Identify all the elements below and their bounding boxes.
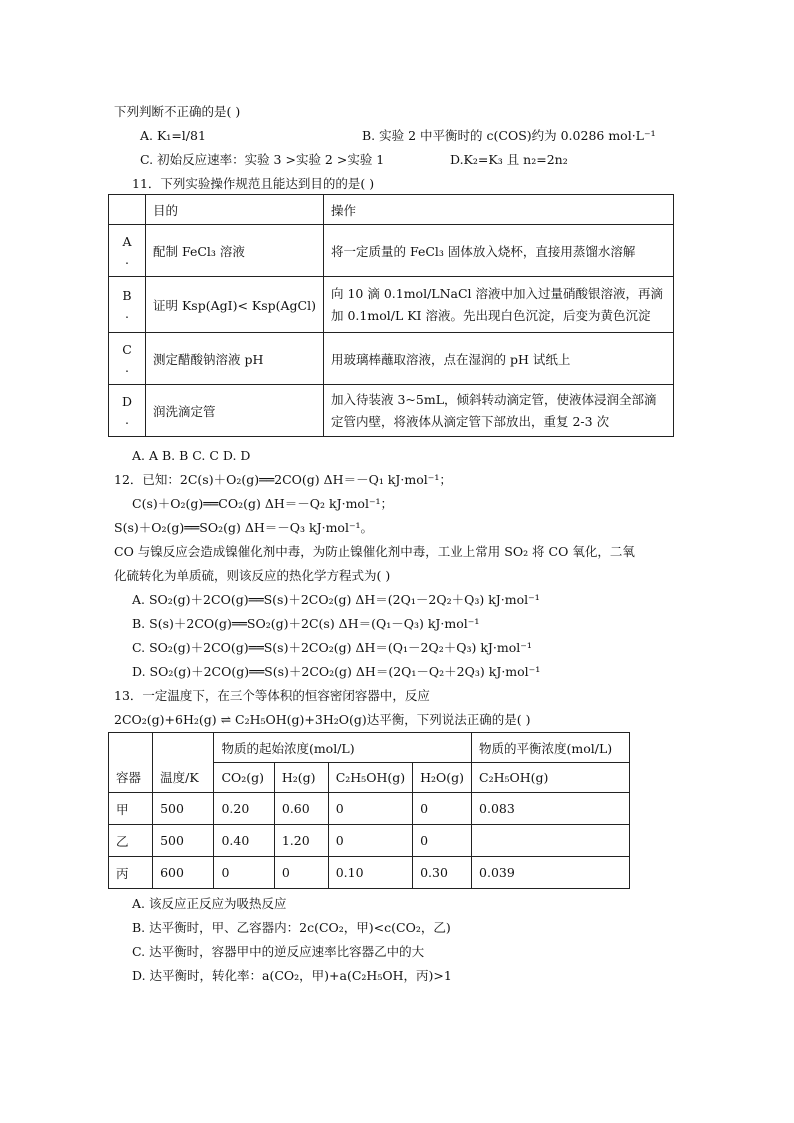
table-row (109, 277, 674, 333)
q10-option-c: C. 初始反应速率：实验 3 >实验 2 >实验 1 (140, 152, 385, 167)
q12-text-line-1: CO 与镍反应会造成镍催化剂中毒，为防止镍催化剂中毒，工业上常用 SO₂ 将 CO 氧化，二氧 (114, 544, 635, 559)
q11-row-operation (324, 385, 674, 437)
q11-options: A. A B. B C. C D. D (132, 448, 251, 463)
operation-line: 将一定质量的 FeCl₃ 固体放入烧杯，直接用蒸馏水溶解 (331, 243, 636, 259)
q11-table (108, 194, 674, 437)
operation-line: 定管内壁，将液体从滴定管下部放出，重复 2-3 次 (331, 413, 610, 429)
q10-option-a: A. K₁=l/81 (140, 128, 206, 143)
q13-header-container: 容器 (109, 733, 153, 793)
q12-equation-3: S(s)＋O₂(g)══SO₂(g) ΔH＝－Q₃ kJ·mol⁻¹。 (114, 520, 374, 535)
q13-cell-eq: 0.083 (472, 793, 630, 825)
table-row (109, 857, 630, 889)
q11-header-row (109, 195, 674, 225)
q13-header-temperature: 温度/K (153, 733, 214, 793)
q13-header-co2: CO₂(g) (214, 763, 274, 793)
q13-header-c2h5oh: C₂H₅OH(g) (328, 763, 412, 793)
q12-text-line-2: 化硫转化为单质硫，则该反应的热化学方程式为( ) (114, 568, 391, 583)
q11-row-goal: 配制 FeCl₃ 溶液 (146, 225, 324, 277)
q11-row-operation (324, 333, 674, 385)
q13-option-a: A. 该反应正反应为吸热反应 (132, 896, 287, 911)
q13-cell-h2: 0 (274, 857, 328, 889)
q13-header-row-1 (109, 733, 630, 763)
q13-cell-h2o: 0 (413, 825, 472, 857)
q13-option-b: B. 达平衡时，甲、乙容器内：2c(CO₂，甲)<c(CO₂，乙) (132, 920, 451, 935)
q13-cell-h2: 1.20 (274, 825, 328, 857)
q13-header-h2o: H₂O(g) (413, 763, 472, 793)
q13-header-equilibrium-concentration: 物质的平衡浓度(mol/L) (472, 733, 630, 763)
row-letter: C (122, 341, 132, 357)
q13-stem: 13．一定温度下，在三个等体积的恒容密闭容器中，反应 (114, 688, 430, 703)
q11-row-goal: 测定醋酸钠溶液 pH (146, 333, 324, 385)
row-letter: D (121, 393, 133, 409)
q13-cell-temp: 500 (153, 793, 214, 825)
q13-table (108, 732, 630, 889)
q13-option-c: C. 达平衡时，容器甲中的逆反应速率比容器乙中的大 (132, 944, 425, 959)
q11-row-letter: B . (109, 277, 146, 333)
q13-option-d: D. 达平衡时，转化率：a(CO₂，甲)+a(C₂H₅OH，丙)>1 (132, 968, 452, 983)
q11-row-letter: C . (109, 333, 146, 385)
q12-equation-2: C(s)＋O₂(g)══CO₂(g) ΔH＝－Q₂ kJ·mol⁻¹； (132, 496, 394, 511)
q11-row-operation (324, 225, 674, 277)
q11-stem: 11．下列实验操作规范且能达到目的的是( ) (132, 176, 375, 191)
q13-cell-eq (472, 825, 630, 857)
q13-cell-co2: 0 (214, 857, 274, 889)
q13-header-initial-concentration: 物质的起始浓度(mol/L) (214, 733, 472, 763)
q11-row-goal: 润洗滴定管 (146, 385, 324, 437)
q13-cell-eq: 0.039 (472, 857, 630, 889)
q12-option-d: D. SO₂(g)＋2CO(g)══S(s)＋2CO₂(g) ΔH＝(2Q₁－Q₂＋2Q₃) kJ·mol⁻¹ (132, 664, 541, 679)
q10-stem: 下列判断不正确的是( ) (114, 104, 241, 119)
table-row (109, 385, 674, 437)
q13-cell-co2: 0.20 (214, 793, 274, 825)
q13-cell-h2o: 0 (413, 793, 472, 825)
q13-cell-temp: 500 (153, 825, 214, 857)
q11-row-goal: 证明 Ksp(AgI)< Ksp(AgCl) (146, 277, 324, 333)
q12-stem: 12．已知：2C(s)＋O₂(g)══2CO(g) ΔH＝－Q₁ kJ·mol⁻¹； (114, 472, 452, 487)
operation-line: 向 10 滴 0.1mol/LNaCl 溶液中加入过量硝酸银溶液，再滴 (331, 285, 664, 301)
q13-cell-co2: 0.40 (214, 825, 274, 857)
q13-cell-name: 丙 (109, 857, 153, 889)
q13-cell-name: 甲 (109, 793, 153, 825)
q11-row-letter: A . (109, 225, 146, 277)
operation-line: 加 0.1mol/L KI 溶液。先出现白色沉淀，后变为黄色沉淀 (331, 307, 651, 323)
q13-cell-c2h5oh: 0.10 (328, 857, 412, 889)
q13-cell-h2: 0.60 (274, 793, 328, 825)
row-letter: B (122, 287, 132, 303)
q12-option-c: C. SO₂(g)＋2CO(g)══S(s)＋2CO₂(g) ΔH＝(Q₁－2Q₂＋Q₃) kJ·mol⁻¹ (132, 640, 532, 655)
q12-option-a: A. SO₂(g)＋2CO(g)══S(s)＋2CO₂(g) ΔH＝(2Q₁－2Q₂＋Q₃) kJ·mol⁻¹ (132, 592, 540, 607)
table-row (109, 793, 630, 825)
q10-option-d: D.K₂=K₃ 且 n₂=2n₂ (450, 152, 568, 167)
q11-header-goal: 目的 (146, 195, 324, 225)
q11-row-letter: D . (109, 385, 146, 437)
q12-option-b: B. S(s)＋2CO(g)══SO₂(g)＋2C(s) ΔH＝(Q₁－Q₃) kJ·mol⁻¹ (132, 616, 480, 631)
q13-cell-temp: 600 (153, 857, 214, 889)
q13-cell-c2h5oh: 0 (328, 793, 412, 825)
q13-cell-c2h5oh: 0 (328, 825, 412, 857)
table-row (109, 825, 630, 857)
q13-cell-name: 乙 (109, 825, 153, 857)
q13-cell-h2o: 0.30 (413, 857, 472, 889)
q13-reaction: 2CO₂(g)+6H₂(g) ⇌ C₂H₅OH(g)+3H₂O(g)达平衡，下列说法正确的是( ) (114, 712, 531, 727)
operation-line: 加入待装液 3~5mL，倾斜转动滴定管，使液体浸润全部滴 (331, 391, 657, 407)
q11-header-operation: 操作 (324, 195, 674, 225)
q11-row-operation (324, 277, 674, 333)
table-row (109, 333, 674, 385)
q13-header-h2: H₂(g) (274, 763, 328, 793)
operation-line: 用玻璃棒蘸取溶液，点在湿润的 pH 试纸上 (331, 351, 571, 367)
row-letter: A (122, 233, 132, 249)
q11-corner-cell (109, 195, 146, 225)
q10-option-b: B. 实验 2 中平衡时的 c(COS)约为 0.0286 mol·L⁻¹ (362, 128, 656, 143)
table-row (109, 225, 674, 277)
q13-header-eq-c2h5oh: C₂H₅OH(g) (472, 763, 630, 793)
